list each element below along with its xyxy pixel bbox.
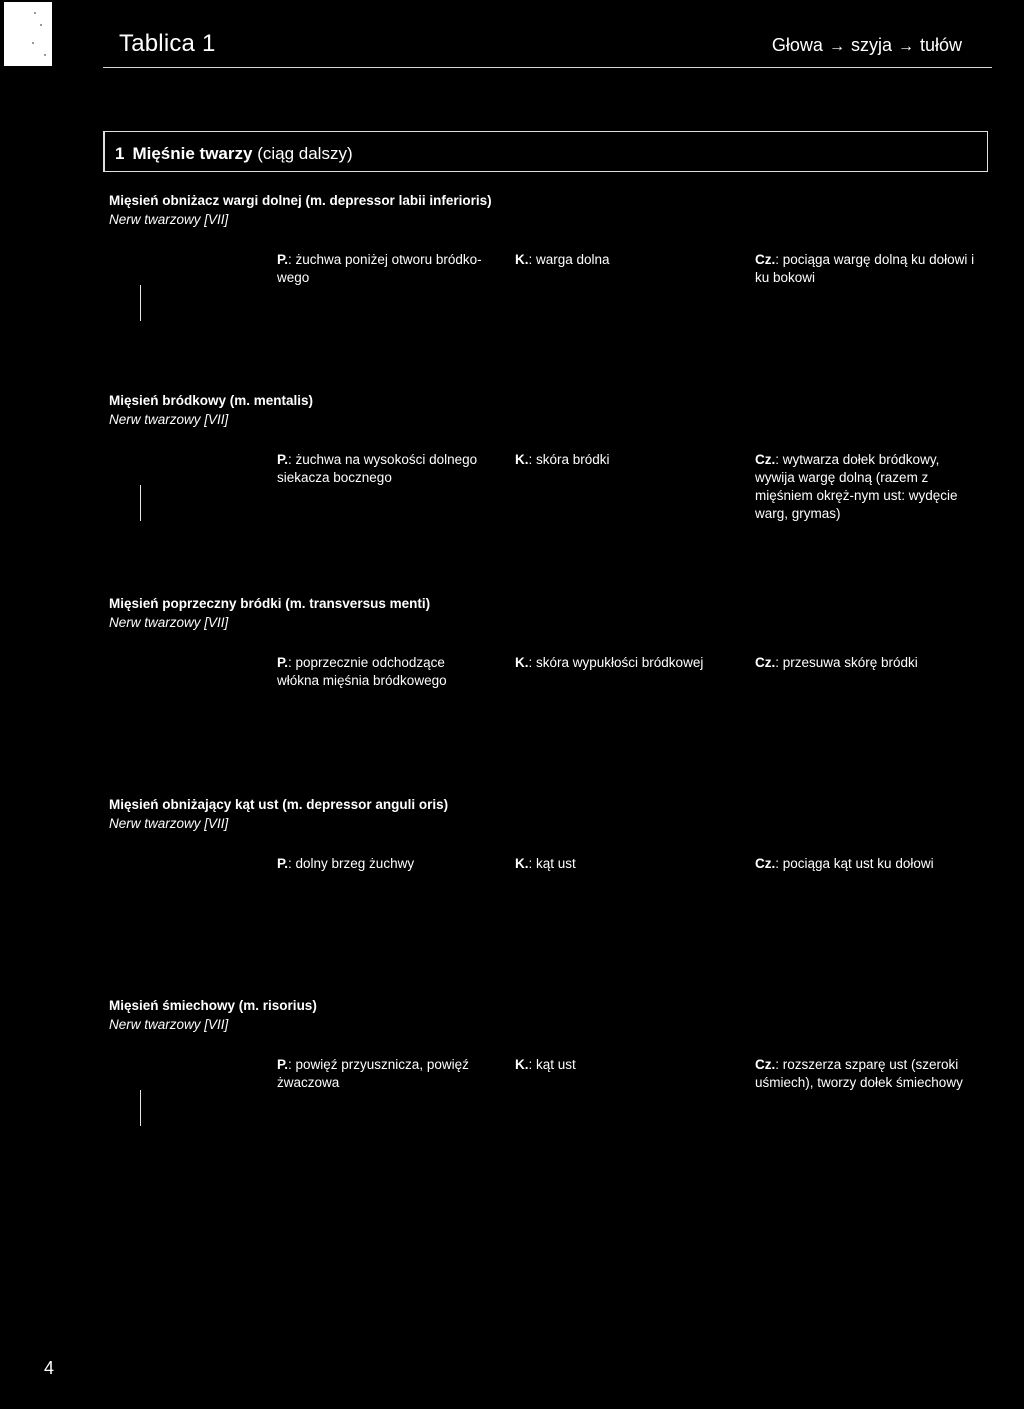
- origin-text: P.: poprzecznie odchodzące włókna mięśnia bródkowego: [277, 655, 447, 688]
- section-number: 1: [115, 144, 125, 163]
- muscle-name: Mięsień śmiechowy (m. risorius): [109, 998, 317, 1013]
- muscle-details: [109, 251, 989, 311]
- insertion-text: K.: skóra wypukłości bródkowej: [515, 655, 704, 670]
- page-header-title: Tablica 1: [119, 30, 216, 57]
- action-text: Cz.: wytwarza dołek bródkowy, wywija wargę dolną (razem z mięśniem okręż-nym ust: wydęcie warg, grymas): [755, 452, 958, 521]
- origin-text: P.: żuchwa na wysokości dolnego siekacza bocznego: [277, 452, 478, 485]
- arrow-right-icon: →: [828, 38, 845, 55]
- origin-text: P.: żuchwa poniżej otworu bródko-wego: [277, 252, 482, 285]
- muscle-details: [109, 654, 989, 714]
- leader-line: [140, 1090, 141, 1126]
- insertion-text: K.: kąt ust: [515, 1057, 576, 1072]
- muscle-nerve: Nerw twarzowy [VII]: [109, 412, 229, 427]
- action-text: Cz.: pociąga kąt ust ku dołowi: [755, 856, 934, 871]
- muscle-name: Mięsień obniżający kąt ust (m. depressor anguli oris): [109, 797, 449, 812]
- section-title-rest: (ciąg dalszy): [252, 144, 353, 163]
- muscle-entry: [109, 594, 989, 714]
- insertion-text: K.: warga dolna: [515, 252, 610, 267]
- section-title: [115, 144, 353, 164]
- section-part-neck: szyja: [850, 35, 892, 55]
- leader-line: [140, 485, 141, 521]
- page-header-section: [772, 35, 962, 56]
- muscle-details: [109, 1056, 989, 1116]
- insertion-text: K.: skóra bródki: [515, 452, 610, 467]
- action-text: Cz.: pociąga wargę dolną ku dołowi i ku bokowi: [755, 252, 975, 285]
- action-text: Cz.: przesuwa skórę bródki: [755, 655, 918, 670]
- muscle-name: Mięsień bródkowy (m. mentalis): [109, 393, 314, 408]
- muscle-details: [109, 855, 989, 915]
- origin-text: P.: dolny brzeg żuchwy: [277, 856, 415, 871]
- muscle-nerve: Nerw twarzowy [VII]: [109, 615, 229, 630]
- section-heading-box: [103, 131, 988, 172]
- arrow-right-icon: →: [897, 38, 914, 55]
- muscle-nerve: Nerw twarzowy [VII]: [109, 212, 229, 227]
- page-number: 4: [44, 1358, 55, 1378]
- header-divider: [103, 67, 992, 68]
- section-title-bold: Mięśnie twarzy: [132, 144, 253, 163]
- muscle-name: Mięsień obniżacz wargi dolnej (m. depressor labii inferioris): [109, 193, 492, 208]
- muscle-nerve: Nerw twarzowy [VII]: [109, 1017, 229, 1032]
- muscle-entry: [109, 391, 989, 521]
- muscle-entry: [109, 996, 989, 1116]
- action-text: Cz.: rozszerza szparę ust (szeroki uśmiech), tworzy dołek śmiechowy: [755, 1057, 963, 1090]
- insertion-text: K.: kąt ust: [515, 856, 576, 871]
- muscle-entry: [109, 795, 989, 915]
- muscle-name: Mięsień poprzeczny bródki (m. transversus menti): [109, 596, 431, 611]
- muscle-nerve: Nerw twarzowy [VII]: [109, 816, 229, 831]
- muscle-details: [109, 451, 989, 521]
- section-part-trunk: tułów: [919, 35, 962, 55]
- origin-text: P.: powięź przyusznicza, powięź żwaczowa: [277, 1057, 469, 1090]
- muscle-entry: [109, 191, 989, 311]
- leader-line: [140, 285, 141, 321]
- section-part-head: Głowa: [771, 35, 823, 55]
- corner-scan-mark: [4, 2, 52, 66]
